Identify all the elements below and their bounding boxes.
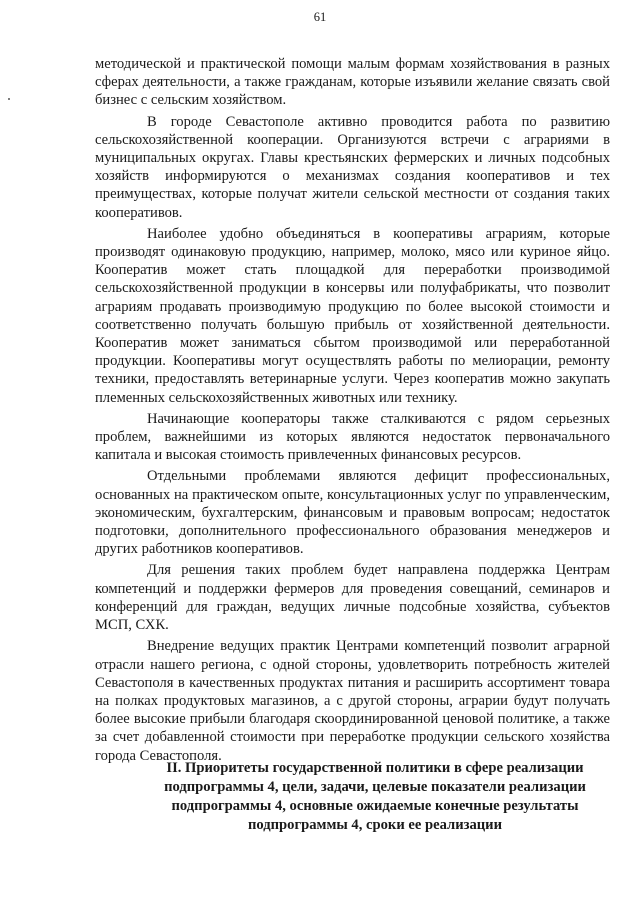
paragraph: Для решения таких проблем будет направлена поддержка Центрам компетенций и поддержки фермеров для проведения совещаний, семинаров и конференций для граждан, ведущих личные подсобные хозяйства, субъектов МСП, СХК. bbox=[95, 562, 610, 634]
paragraph: Наиболее удобно объединяться в кооперативы аграриям, которые производят одинаковую продукцию, например, молоко, мясо или куриное яйцо. Кооператив может стать площадкой для переработки производимой сельскохозяйственной продукции в консервы или полуфабрикаты, что позволит аграриям продавать производимую продукцию по более высокой стоимости и соответственно получать большую прибыль от хозяйственной деятельности. Кооператив может заниматься сбытом производимой или переработанной продукции. Кооперативы могут осуществлять работы по мелиорации, ремонту техники, предоставлять ветеринарные услуги. Через кооператив можно закупать племенных сельскохозяйственных животных или технику. bbox=[95, 225, 610, 406]
paragraph: Внедрение ведущих практик Центрами компетенций позволит аграрной отрасли нашего региона, с одной стороны, удовлетворить потребность жителей Севастополя в качественных продуктах питания и расширить ассортимент товара на полках продуктовых магазинов, а с другой стороны, аграрии будут получать более высокие прибыли благодаря скоординированной ценовой политике, а также за счет добавленной стоимости при переработке продукции сельского хозяйства города Севастополя. bbox=[95, 638, 610, 764]
paragraph: Начинающие кооператоры также сталкиваются с рядом серьезных проблем, важнейшими из которых являются недостаток первоначального капитала и высокая стоимость привлеченных финансовых ресурсов. bbox=[95, 410, 610, 464]
body-text bbox=[95, 55, 610, 768]
paragraph: методической и практической помощи малым формам хозяйствования в разных сферах деятельности, а также гражданам, которые изъявили желание связать свой бизнес с сельским хозяйством. bbox=[95, 56, 610, 109]
paragraph: В городе Севастополе активно проводится работа по развитию сельскохозяйственной кооперации. Организуются встречи с аграриями в муниципальных округах. Главы крестьянских фермерских и личных подсобных хозяйств информируются о механизмах создания кооперативов и тех преимуществах, которые получат жители сельской местности от создания таких кооперативов. bbox=[95, 113, 610, 221]
page-number: 61 bbox=[313, 10, 327, 24]
section-heading: II. Приоритеты государственной политики в сфере реализации подпрограммы 4, цели, задачи, целевые показатели реализации подпрограммы 4, основные ожидаемые конечные результаты подпрограммы 4, сроки ее реализации bbox=[164, 760, 586, 833]
paragraph: Отдельными проблемами являются дефицит профессиональных, основанных на практическом опыте, консультационных услуг по управленческим, экономическим, бухгалтерским, финансовым и правовым вопросам; недостаток подготовки, дополнительного профессионального образования менеджеров и других работников кооперативов. bbox=[95, 468, 610, 558]
scan-speck bbox=[8, 98, 10, 100]
